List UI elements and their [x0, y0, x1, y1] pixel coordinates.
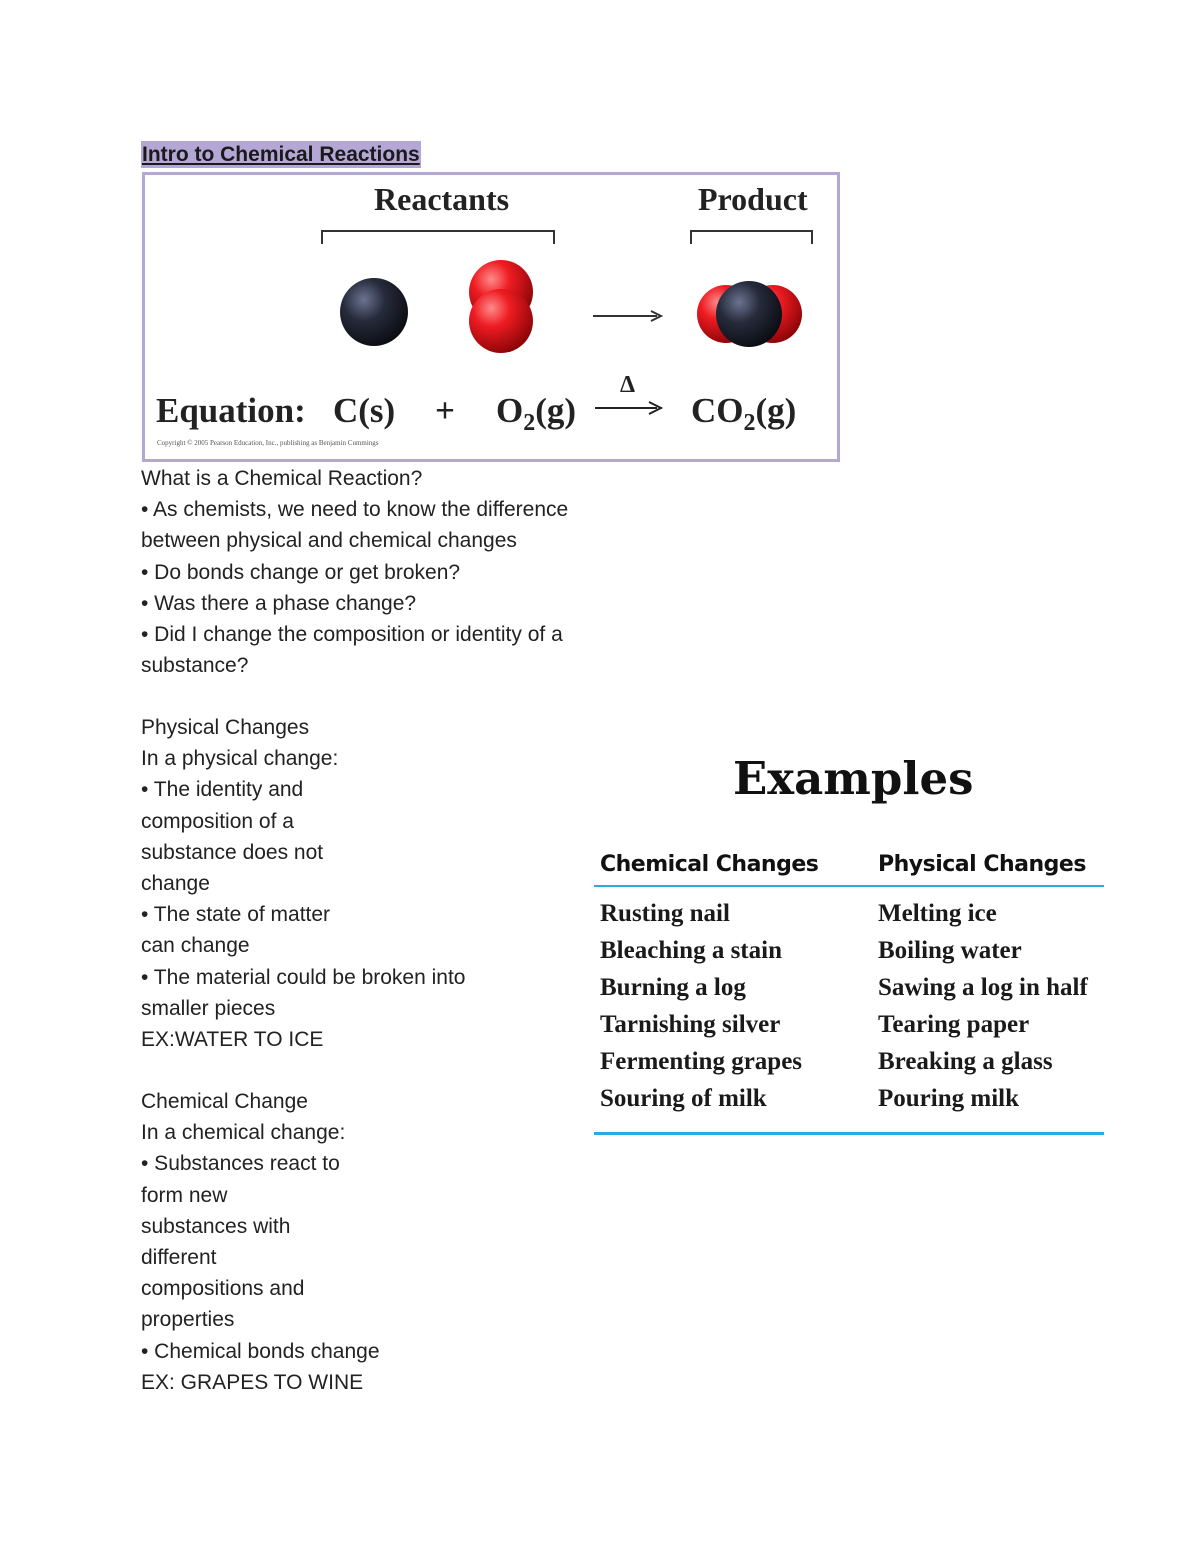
- physical-line: smaller pieces: [141, 996, 276, 1020]
- physical-example: Pouring milk: [878, 1085, 1019, 1112]
- physical-line: • The identity and: [141, 778, 304, 802]
- physical-example: Boiling water: [878, 937, 1022, 964]
- intro-line: • Was there a phase change?: [141, 591, 417, 615]
- physical-line: In a physical change:: [141, 747, 339, 771]
- chemical-example: Tarnishing silver: [600, 1011, 781, 1038]
- intro-line: • Did I change the composition or identity of a: [141, 623, 563, 647]
- physical-line: EX:WATER TO ICE: [141, 1028, 324, 1052]
- reactant-oxygen: $O_2(g)$: [496, 391, 577, 436]
- physical-line: change: [141, 872, 210, 896]
- physical-changes-section: [141, 712, 466, 1055]
- intro-section: [141, 463, 568, 681]
- chemical-example: Fermenting grapes: [600, 1048, 803, 1075]
- chemical-line: form new: [141, 1183, 228, 1207]
- reactants-label: Reactants: [374, 181, 510, 217]
- reactant-carbon: C(s): [333, 391, 396, 430]
- intro-line: What is a Chemical Reaction?: [141, 467, 423, 490]
- heat-symbol: Δ: [620, 372, 636, 398]
- physical-example: Melting ice: [878, 900, 997, 927]
- chemical-line: • Chemical bonds change: [141, 1339, 380, 1363]
- chemical-changes-header: Chemical Changes: [600, 852, 819, 877]
- physical-line: substance does not: [141, 840, 324, 864]
- product-bracket: [691, 231, 812, 244]
- plus-sign: +: [435, 391, 455, 430]
- chemical-line: properties: [141, 1308, 235, 1332]
- equation-label: Equation:: [156, 391, 306, 430]
- chemical-line: substances with: [141, 1214, 291, 1238]
- physical-line: composition of a: [141, 809, 294, 833]
- intro-line: • Do bonds change or get broken?: [141, 560, 461, 584]
- chemical-example: Bleaching a stain: [600, 937, 782, 964]
- chemical-example: Burning a log: [600, 974, 746, 1001]
- reaction-figure: [142, 172, 840, 462]
- chemical-line: In a chemical change:: [141, 1121, 346, 1145]
- intro-line: • As chemists, we need to know the difference: [141, 498, 569, 522]
- chemical-line: different: [141, 1246, 217, 1270]
- copyright-notice: Copyright © 2005 Pearson Education, Inc., publishing as Benjamin Cummings: [157, 439, 379, 447]
- intro-line: between physical and chemical changes: [141, 529, 517, 553]
- header-rule: [594, 885, 1104, 887]
- physical-example: Tearing paper: [878, 1011, 1030, 1038]
- chemical-example: Rusting nail: [600, 900, 730, 927]
- oxygen-atom: [469, 289, 533, 353]
- physical-changes-header: Physical Changes: [878, 852, 1086, 877]
- chemical-example: Souring of milk: [600, 1085, 767, 1112]
- chemical-line: • Substances react to: [141, 1152, 340, 1176]
- physical-line: • The material could be broken into: [141, 965, 466, 989]
- chemical-line: compositions and: [141, 1277, 305, 1301]
- carbon-atom: [340, 278, 408, 346]
- product-co2: $CO_2(g)$: [691, 391, 797, 436]
- page-title: Intro to Chemical Reactions: [142, 143, 420, 166]
- intro-line: substance?: [141, 654, 249, 678]
- physical-line: can change: [141, 934, 250, 958]
- chemical-line: EX: GRAPES TO WINE: [141, 1370, 364, 1394]
- physical-line: Physical Changes: [141, 716, 310, 739]
- chemical-line: Chemical Change: [141, 1090, 308, 1113]
- physical-line: • The state of matter: [141, 903, 331, 927]
- product-label: Product: [698, 181, 808, 217]
- reactants-bracket: [322, 231, 554, 244]
- physical-example: Breaking a glass: [878, 1048, 1053, 1075]
- examples-title: Examples: [733, 752, 974, 805]
- carbon-atom: [716, 281, 782, 347]
- physical-example: Sawing a log in half: [878, 974, 1088, 1001]
- footer-rule: [594, 1132, 1104, 1135]
- chemical-change-section: [141, 1086, 380, 1398]
